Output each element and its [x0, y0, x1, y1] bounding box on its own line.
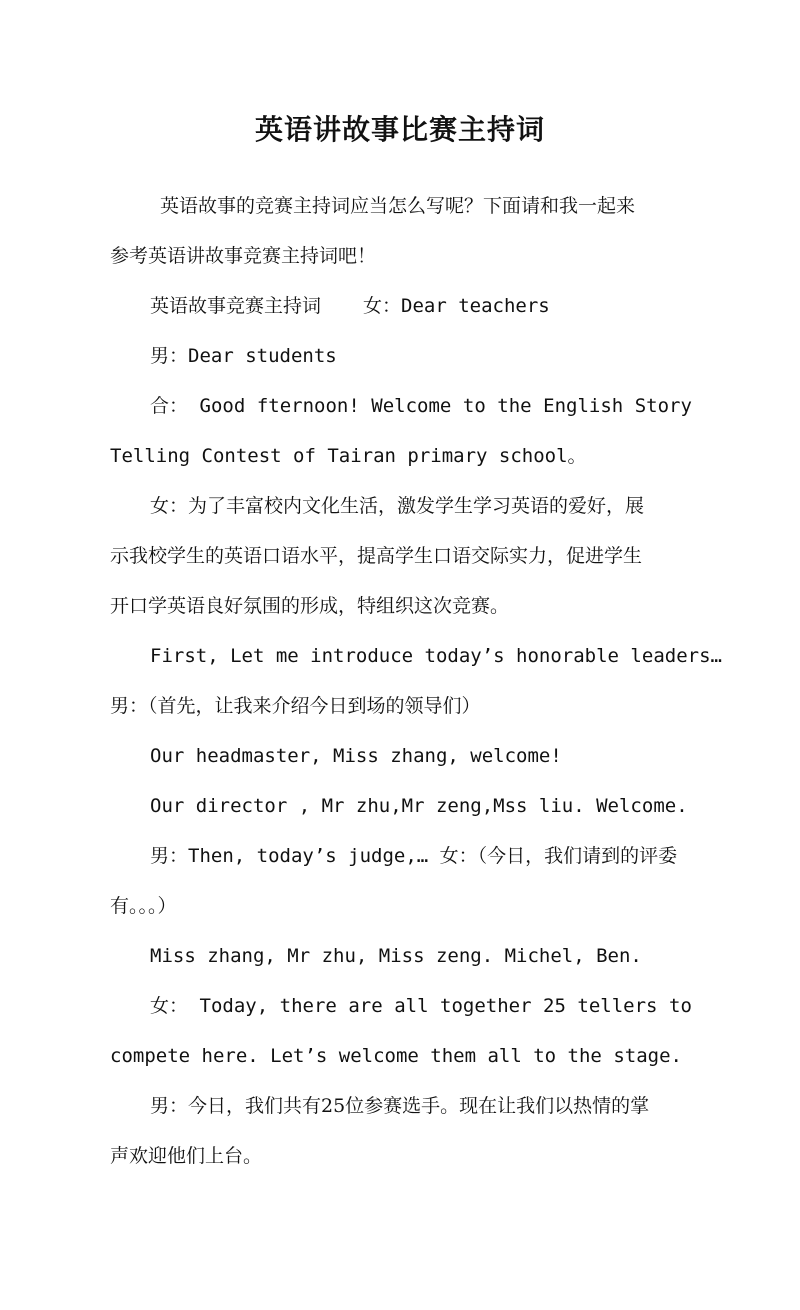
- today-word: to: [669, 995, 692, 1017]
- today-word: tellers: [577, 995, 658, 1017]
- director-line: Our director , Mr zhu,Mr zeng,Mss liu. Welcome.: [150, 795, 688, 817]
- today-word: Today,: [199, 995, 269, 1017]
- today-word: 女：: [150, 995, 189, 1017]
- today-word: all: [394, 995, 429, 1017]
- female-paragraph-line-1: 女：为了丰富校内文化生活，激发学生学习英语的爱好，展: [150, 495, 645, 517]
- document-title: 英语讲故事比赛主持词: [254, 113, 545, 146]
- today-word: together: [440, 995, 532, 1017]
- together-line-1: [150, 388, 692, 424]
- first-introduce-line: First, Let me introduce today’s honorable leaders…: [150, 645, 722, 667]
- together-word: fternoon!: [256, 395, 360, 417]
- section-label: 英语故事竞赛主持词: [150, 295, 322, 317]
- female-paragraph-line-2: 示我校学生的英语口语水平，提高学生口语交际实力，促进学生: [110, 545, 643, 567]
- today-line-2: compete here. Let’s welcome them all to the stage.: [110, 1045, 682, 1067]
- judge-line-1: 男：Then, today’s judge,… 女：（今日，我们请到的评委: [150, 845, 678, 867]
- together-word: Welcome: [371, 395, 452, 417]
- together-word: English: [543, 395, 624, 417]
- section-label-row: [150, 288, 692, 324]
- together-word: the: [497, 395, 532, 417]
- headmaster-line: Our headmaster, Miss zhang, welcome!: [150, 745, 562, 767]
- today-word: 25: [543, 995, 566, 1017]
- female-paragraph-line-3: 开口学英语良好氛围的形成，特组织这次竞赛。: [110, 595, 510, 617]
- together-word: Good: [199, 395, 246, 417]
- together-word: Story: [634, 395, 692, 417]
- together-word: to: [462, 395, 486, 417]
- male-final-line-1: 男：今日，我们共有25位参赛选手。现在让我们以热情的掌: [150, 1095, 650, 1117]
- together-word: 合：: [150, 395, 189, 417]
- today-line-1: [150, 988, 692, 1024]
- intro-line-1: 英语故事的竞赛主持词应当怎么写呢？下面请和我一起来: [160, 195, 636, 217]
- judge-line-2: 有。。。）: [110, 895, 177, 917]
- together-line-2: Telling Contest of Tairan primary school。: [110, 445, 587, 467]
- male-final-line-2: 声欢迎他们上台。: [110, 1145, 263, 1167]
- judges-names-line: Miss zhang, Mr zhu, Miss zeng. Michel, Ben.: [150, 945, 642, 967]
- female-dear-teachers: 女：Dear teachers: [363, 295, 550, 317]
- today-word: there: [279, 995, 337, 1017]
- male-dear-students: 男：Dear students: [150, 345, 337, 367]
- today-word: are: [348, 995, 383, 1017]
- male-intro-line: 男：（首先，让我来介绍今日到场的领导们）: [110, 695, 481, 717]
- intro-line-2: 参考英语讲故事竞赛主持词吧！: [110, 245, 377, 267]
